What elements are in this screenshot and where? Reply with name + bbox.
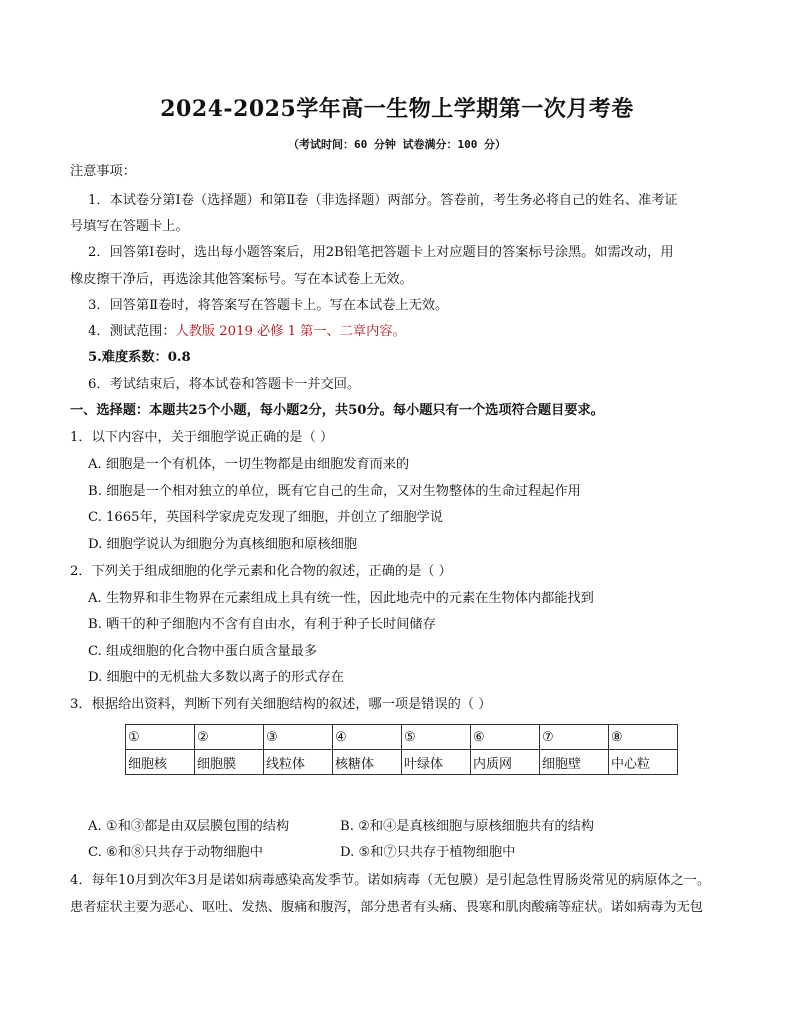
note-6: 6．考试结束后，将本试卷和答题卡一并交回。 [88, 377, 361, 392]
exam-info: （考试时间：60 分钟 试卷满分：100 分） [288, 138, 506, 151]
page-title: 2024-2025学年高一生物上学期第一次月考卷 [160, 96, 634, 122]
q2-stem: 2．下列关于组成细胞的化学元素和化合物的叙述，正确的是（ ） [70, 564, 452, 579]
q2-option-b: B. 晒干的种子细胞内不含有自由水，有利于种子长时间储存 [88, 617, 436, 632]
table-cell: ⑥ [471, 725, 540, 750]
q1-stem: 1．以下内容中，关于细胞学说正确的是（ ） [70, 430, 334, 445]
note-5: 5.难度系数：0.8 [88, 350, 191, 365]
q4-line-1: 4．每年10月到次年3月是诺如病毒感染高发季节。诺如病毒（无包膜）是引起急性胃肠炎常见的病原体之一。 [70, 873, 711, 888]
q4-line-2: 患者症状主要为恶心、呕吐、发热、腹痛和腹泻，部分患者有头痛、畏寒和肌肉酸痛等症状。诺如病毒为无包 [70, 900, 703, 915]
table-cell: 细胞核 [126, 750, 195, 775]
q3-stem: 3．根据给出资料，判断下列有关细胞结构的叙述，哪一项是错误的（ ） [70, 697, 492, 712]
table-cell: ② [195, 725, 264, 750]
q1-option-b: B. 细胞是一个相对独立的单位，既有它自己的生命，又对生物整体的生命过程起作用 [88, 484, 581, 499]
table-cell: 细胞壁 [540, 750, 609, 775]
note-2-cont: 橡皮擦干净后，再选涂其他答案标号。写在本试卷上无效。 [70, 272, 413, 287]
table-cell: 核糖体 [333, 750, 402, 775]
notes-heading: 注意事项： [70, 164, 136, 179]
table-cell: ⑤ [402, 725, 471, 750]
table-cell: 细胞膜 [195, 750, 264, 775]
table-cell: ⑦ [540, 725, 609, 750]
table-cell: 中心粒 [609, 750, 678, 775]
q3-option-c: C. ⑥和⑧只共存于动物细胞中 [88, 845, 263, 860]
note-4 [88, 322, 406, 342]
note-4-label: 4．测试范围： [88, 324, 176, 339]
q3-option-b: B. ②和④是真核细胞与原核细胞共有的结构 [340, 819, 595, 834]
q2-option-c: C. 组成细胞的化合物中蛋白质含量最多 [88, 644, 318, 659]
note-1: 1．本试卷分第Ⅰ卷（选择题）和第Ⅱ卷（非选择题）两部分。答卷前，考生务必将自己的姓名、准考证 [88, 193, 678, 208]
table-row-names [126, 750, 678, 775]
q3-option-a: A. ①和③都是由双层膜包围的结构 [88, 819, 290, 834]
q1-option-d: D. 细胞学说认为细胞分为真核细胞和原核细胞 [88, 537, 358, 552]
q1-option-a: A. 细胞是一个有机体，一切生物都是由细胞发育而来的 [88, 457, 410, 472]
table-row-numbers [126, 725, 678, 750]
note-4-scope: 人教版 2019 必修 1 第一、二章内容。 [175, 324, 406, 339]
table-cell: ④ [333, 725, 402, 750]
table-cell: 线粒体 [264, 750, 333, 775]
cell-structure-table [125, 724, 678, 775]
q2-option-d: D. 细胞中的无机盐大多数以离子的形式存在 [88, 670, 344, 685]
note-1-cont: 号填写在答题卡上。 [70, 219, 189, 234]
q1-option-c: C. 1665年，英国科学家虎克发现了细胞，并创立了细胞学说 [88, 510, 443, 525]
table-cell: 叶绿体 [402, 750, 471, 775]
table-cell: 内质网 [471, 750, 540, 775]
q2-option-a: A. 生物界和非生物界在元素组成上具有统一性，因此地壳中的元素在生物体内都能找到 [88, 591, 594, 606]
q3-option-d: D. ⑤和⑦只共存于植物细胞中 [340, 845, 516, 860]
note-3: 3．回答第Ⅱ卷时，将答案写在答题卡上。写在本试卷上无效。 [88, 298, 449, 313]
section-heading: 一、选择题：本题共25个小题，每小题2分，共50分。每小题只有一个选项符合题目要求。 [70, 403, 604, 418]
note-2: 2．回答第Ⅰ卷时，选出每小题答案后，用2B铅笔把答题卡上对应题目的答案标号涂黑。如需改动，用 [88, 245, 674, 260]
table-cell: ⑧ [609, 725, 678, 750]
table-cell: ① [126, 725, 195, 750]
table-cell: ③ [264, 725, 333, 750]
